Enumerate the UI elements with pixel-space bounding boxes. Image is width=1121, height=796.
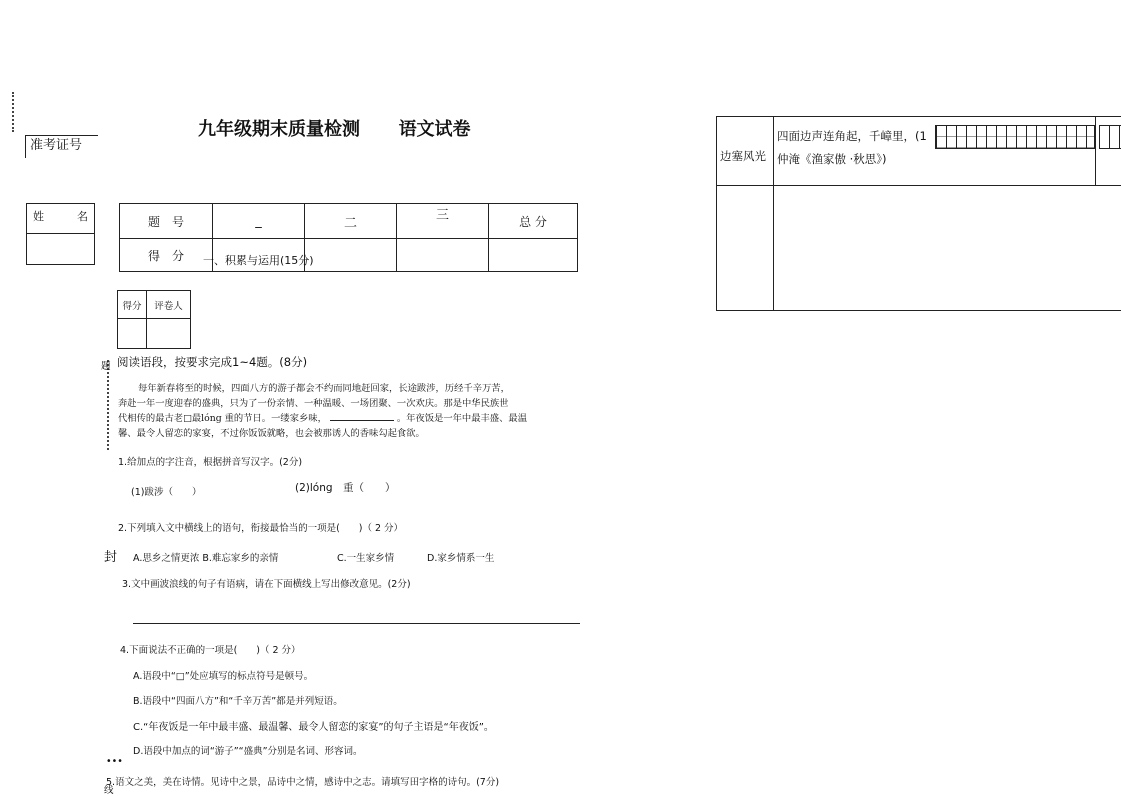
q2-option-c: C.一生家乡情 (337, 553, 395, 564)
score-row-label: 得 分 (120, 239, 213, 272)
name-box (26, 203, 95, 265)
poetry-col-divider (773, 117, 774, 310)
score-table-header-total: 总 分 (489, 204, 578, 239)
dots-mark: ••• (106, 756, 123, 767)
poetry-row1-line1: 四面边声连角起，千嶂里，(1 (777, 129, 927, 143)
name-label-a: 姓 (33, 210, 44, 223)
name-box-divider (27, 233, 94, 234)
q1-b: (2)lóng 重（ ） (295, 482, 396, 494)
poetry-table (716, 116, 1121, 311)
grader-name-cell[interactable] (147, 319, 191, 349)
q1-text: 1.给加点的字注音，根据拼音写汉字。(2分) (118, 457, 303, 468)
passage-line-3a: 代相传的最古老□最lóng 重的节日。一缕家乡味， (118, 413, 327, 424)
passage (118, 381, 527, 441)
binding-line (107, 360, 109, 450)
q4-option-a: A.语段中“□”处应填写的标点符号是顿号。 (133, 671, 314, 682)
grader-score-cell[interactable] (118, 319, 147, 349)
exam-title: 九年级期末质量检测 (198, 119, 360, 140)
q2-option-d: D.家乡情系一生 (427, 553, 495, 564)
score-table-header-label: 题 号 (120, 204, 213, 239)
passage-line-4: 馨、最令人留恋的家宴，不过你饭饭就略，也会被那诱人的香味勾起食欲。 (118, 428, 425, 439)
side-char-ti: 题 (101, 361, 111, 372)
passage-line-1: 每年新春将至的时候，四面八方的游子都会不约而同地赶回家，长途跋涉，历经千辛万苦， (138, 383, 510, 394)
passage-blank[interactable] (330, 420, 394, 421)
passage-line-2: 奔赴一年一度迎春的盛典，只为了一份亲情、一种温暖、一场团聚、一次欢庆。那是中华民族世 (118, 398, 509, 409)
score-cell-3[interactable] (397, 239, 489, 272)
grader-score-label: 得分 (118, 291, 147, 319)
q3-text: 3.文中画波浪线的句子有语病，请在下面横线上写出修改意见。(2分) (122, 579, 411, 590)
q5-text: 5.语文之美，美在诗情。见诗中之景，品诗中之情，感诗中之志。请填写田字格的诗句。(7分) (106, 777, 500, 788)
score-cell-2[interactable] (305, 239, 397, 272)
q2-options-ab: A.思乡之情更浓 B.难忘家乡的亲情 (133, 553, 279, 564)
score-table-header-2: 二 (305, 204, 397, 239)
poetry-row1-line2: 仲淹《渔家傲 ·秋思》) (777, 152, 887, 166)
seal-char: 封 (104, 550, 118, 565)
q2-text: 2.下列填入文中横线上的语句，衔接最恰当的一项是( )（ 2 分） (118, 523, 404, 534)
answer-grid[interactable] (935, 125, 1095, 149)
score-table (119, 203, 578, 272)
section-title: 一、积累与运用(15分) (203, 254, 314, 267)
q4-option-d: D.语段中加点的词“游子”“盛典”分别是名词、形容词。 (133, 746, 363, 757)
page-title (198, 115, 471, 141)
grader-name-label: 评卷人 (147, 291, 191, 319)
poetry-row-divider (717, 185, 1121, 186)
grader-table (117, 290, 191, 349)
binding-line-top (12, 92, 14, 132)
q4-option-b: B.语段中“四面八方”和“千辛万苦”都是并列短语。 (133, 696, 343, 707)
answer-grid-2[interactable] (1099, 125, 1121, 149)
poetry-inner-divider (1095, 117, 1096, 185)
passage-line-3b: 。年夜饭是一年中最丰盛、最温 (396, 413, 527, 424)
name-label-b: 名 (77, 210, 88, 223)
q1-a: (1)跋涉（ ） (131, 487, 202, 498)
q3-answer-line[interactable] (133, 623, 580, 624)
score-table-header-3: 三 (397, 204, 489, 239)
q4-text: 4.下面说法不正确的一项是( )（ 2 分） (120, 645, 301, 656)
reading-instruction: 阅读语段，按要求完成1~4题。(8分) (117, 355, 308, 369)
exam-number-label: 准考证号 (25, 135, 98, 158)
poetry-row1-label: 边塞风光 (720, 149, 766, 163)
line-char: 线 (104, 785, 114, 796)
q4-option-c: C.“年夜饭是一年中最丰盛、最温馨、最令人留恋的家宴”的句子主语是“年夜饭”。 (133, 722, 494, 733)
exam-subject: 语文试卷 (398, 119, 471, 140)
score-table-header-1: _ (213, 204, 305, 239)
score-cell-total[interactable] (489, 239, 578, 272)
